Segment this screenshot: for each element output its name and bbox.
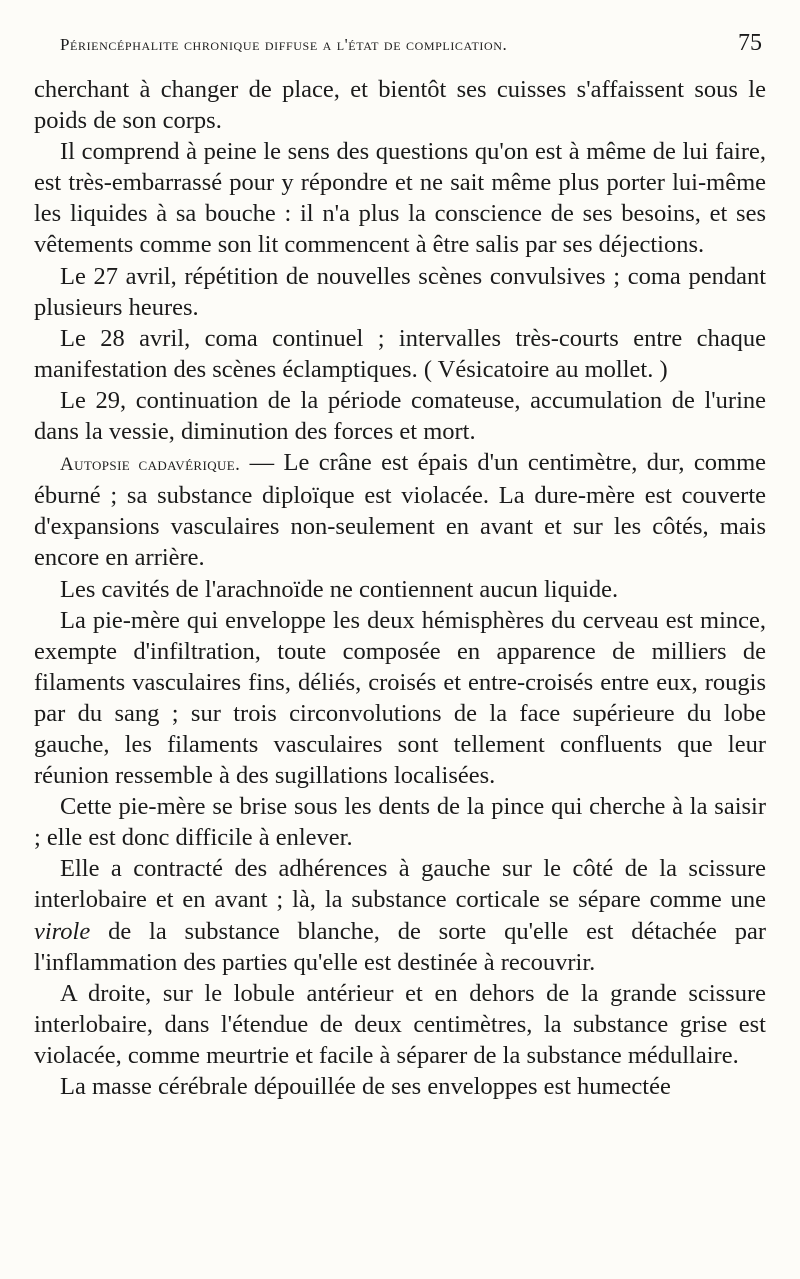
body-text (34, 74, 766, 1102)
paragraph: Il comprend à peine le sens des questions qu'on est à même de lui faire, est très-embarrassé pour y répondre et ne sait même plus porter lui-même les liquides à sa bouche : il n'a plus la conscience de ses besoins, et ses vêtements comme son lit commencent à être salis par ses déjections. (34, 138, 766, 259)
paragraph-text: de la substance blanche, de sorte qu'elle est détachée par l'inflammation des parties qu'elle est destinée à recouvrir. (34, 917, 766, 976)
running-title: Périencéphalite chronique diffuse a l'état de complication. (60, 35, 508, 54)
emphasized-word: virole (34, 917, 91, 945)
page-number: 75 (738, 30, 762, 56)
paragraph: Le 29, continuation de la période comateuse, accumulation de l'urine dans la vessie, diminution des forces et mort. (34, 386, 766, 446)
paragraph: La masse cérébrale dépouillée de ses enveloppes est humectée (60, 1073, 671, 1100)
section-label: Autopsie cadavérique. (60, 454, 241, 476)
paragraph: Le 27 avril, répétition de nouvelles scènes convulsives ; coma pendant plusieurs heures. (34, 262, 766, 321)
paragraph: cherchant à changer de place, et bientôt ses cuisses s'affaissent sous le poids de son corps. (34, 76, 766, 135)
paragraph: A droite, sur le lobule antérieur et en dehors de la grande scissure interlobaire, dans l'étendue de deux centimètres, la substance grise est violacée, comme meurtrie et facile à séparer de la substance médullaire. (34, 979, 766, 1069)
paragraph-text: Elle a contracté des adhérences à gauche sur le côté de la scissure interlobaire et en avant ; là, la substance corticale se sépare comme une (34, 855, 766, 914)
paragraph: Cette pie-mère se brise sous les dents de la pince qui cherche à la saisir ; elle est donc difficile à enlever. (34, 793, 766, 852)
running-head (60, 30, 762, 60)
paragraph-text: — Le crâne est épais d'un centimètre, dur, comme éburné ; sa substance diploïque est violacée. La dure-mère est couverte d'expansions vasculaires non-seulement en avant et sur les côtés, mais encore en arrière. (34, 449, 767, 572)
paragraph: La pie-mère qui enveloppe les deux hémisphères du cerveau est mince, exempte d'infiltration, toute composée en apparence de milliers de filaments vasculaires fins, déliés, croisés et entre-croisés entre eux, rougis par du sang ; sur trois circonvolutions de la face supérieure du lobe gauche, les filaments vasculaires sont tellement confluents que leur réunion ressemble à des sugillations localisées. (34, 606, 766, 790)
paragraph: Les cavités de l'arachnoïde ne contiennent aucun liquide. (60, 575, 619, 603)
paragraph (34, 853, 766, 977)
paragraph: Le 28 avril, coma continuel ; intervalles très-courts entre chaque manifestation des scènes éclamptiques. ( Vésicatoire au mollet. ) (34, 324, 766, 383)
paragraph-autopsy (34, 447, 766, 573)
